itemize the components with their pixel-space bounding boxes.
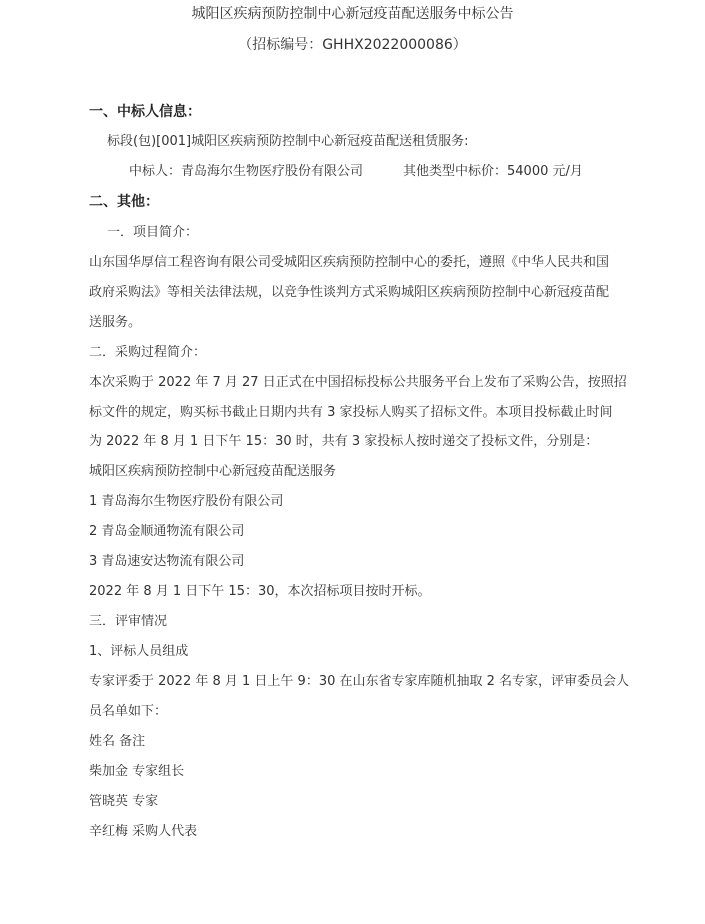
paragraph-line: 山东国华厚信工程咨询有限公司受城阳区疾病预防控制中心的委托，遵照《中华人民共和国 — [89, 255, 610, 270]
lot-description: 标段(包)[001]城阳区疾病预防控制中心新冠疫苗配送租赁服务: — [107, 134, 469, 149]
bid-opening-line: 2022 年 8 月 1 日下午 15：30，本次招标项目按时开标。 — [89, 584, 431, 599]
member-list-item: 管晓英 专家 — [89, 794, 159, 809]
paragraph-line: 专家评委于 2022 年 8 月 1 日上午 9：30 在山东省专家库随机抽取 2 名专家，评审委员会人 — [89, 674, 630, 689]
subheading-project-intro: 一．项目简介： — [107, 225, 199, 240]
document-title: 城阳区疾病预防控制中心新冠疫苗配送服务中标公告 — [191, 6, 514, 22]
winner-name: 中标人：青岛海尔生物医疗股份有限公司 — [129, 164, 364, 179]
member-list-item: 柴加金 专家组长 — [89, 764, 185, 779]
tender-number: （招标编号：GHHX2022000086） — [238, 37, 467, 53]
paragraph-line: 送服务。 — [89, 315, 142, 330]
bidder-list-item: 2 青岛金顺通物流有限公司 — [89, 524, 245, 539]
member-list-item: 辛红梅 采购人代表 — [89, 824, 198, 839]
section-heading-other: 二、其他： — [89, 194, 159, 210]
bidder-list-item: 3 青岛速安达物流有限公司 — [89, 554, 245, 569]
project-name-line: 城阳区疾病预防控制中心新冠疫苗配送服务 — [89, 464, 337, 479]
paragraph-line: 本次采购于 2022 年 7 月 27 日正式在中国招标投标公共服务平台上发布了采购公告，按照招 — [89, 375, 627, 390]
paragraph-line: 标文件的规定，购买标书截止日期内共有 3 家投标人购买了招标文件。本项目投标截止时间 — [89, 405, 613, 420]
subheading-panel-composition: 1、评标人员组成 — [89, 644, 189, 659]
subheading-procurement-process: 二．采购过程简介： — [89, 345, 207, 360]
paragraph-line: 政府采购法》等相关法律法规，以竞争性谈判方式采购城阳区疾病预防控制中心新冠疫苗配 — [89, 285, 610, 300]
section-heading-winner-info: 一、中标人信息： — [89, 104, 201, 120]
paragraph-line: 为 2022 年 8 月 1 日下午 15：30 时，共有 3 家投标人按时递交了投标文件，分别是： — [89, 434, 599, 449]
bidder-list-item: 1 青岛海尔生物医疗股份有限公司 — [89, 494, 284, 509]
member-list-header: 姓名 备注 — [89, 734, 146, 749]
winner-row — [129, 164, 583, 180]
paragraph-line: 员名单如下： — [89, 704, 168, 719]
subheading-review: 三．评审情况 — [89, 614, 168, 629]
winning-price: 其他类型中标价：54000 元/月 — [403, 164, 583, 179]
